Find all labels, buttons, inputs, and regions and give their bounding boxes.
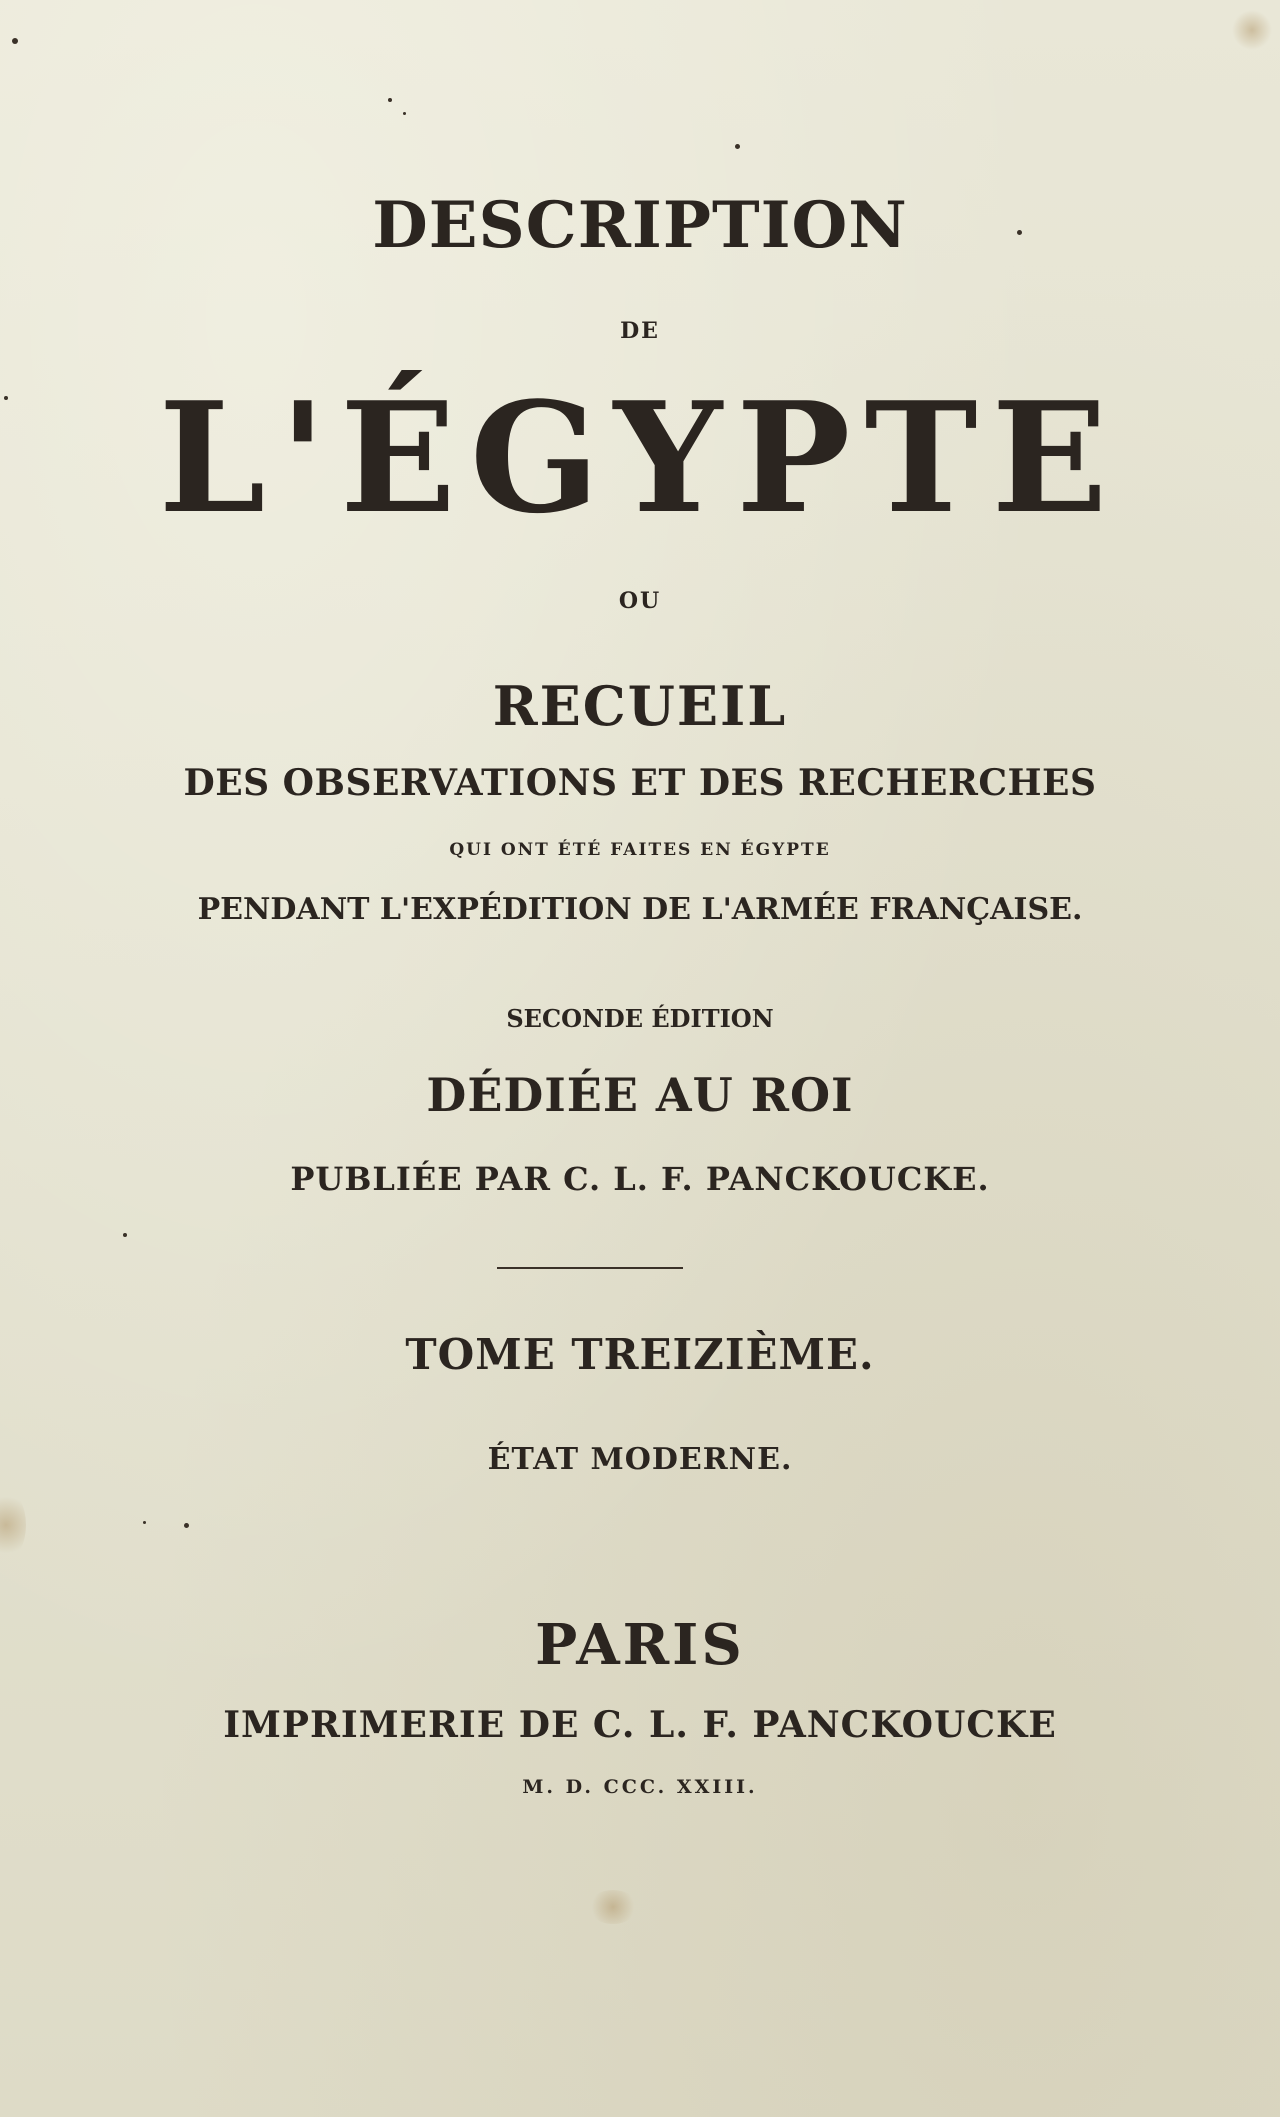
foxing-stain: [1232, 10, 1272, 50]
foxing-spot: [403, 112, 406, 115]
section-title: ÉTAT MODERNE.: [487, 1442, 793, 1477]
foxing-spot: [388, 98, 392, 102]
alternate-title: RECUEIL: [492, 674, 788, 738]
edge-stain: [0, 1490, 26, 1560]
title-connector-ou: OU: [618, 588, 662, 614]
publisher-statement: PUBLIÉE PAR C. L. F. PANCKOUCKE.: [290, 1160, 990, 1198]
subtitle-line-1: DES OBSERVATIONS ET DES RECHERCHES: [183, 762, 1097, 804]
book-subject: L'ÉGYPTE: [158, 368, 1122, 547]
imprint-printer: IMPRIMERIE DE C. L. F. PANCKOUCKE: [223, 1704, 1057, 1746]
foxing-spot: [143, 1521, 146, 1524]
foxing-stain: [588, 1890, 638, 1924]
foxing-spot: [184, 1523, 189, 1528]
imprint-date: M. D. CCC. XXIII.: [522, 1776, 758, 1798]
edition-statement: SECONDE ÉDITION: [506, 1004, 774, 1033]
divider-rule: [497, 1267, 683, 1269]
foxing-spot: [735, 144, 740, 149]
imprint-city: PARIS: [535, 1612, 745, 1678]
book-title: DESCRIPTION: [372, 188, 908, 263]
subtitle-line-3: PENDANT L'EXPÉDITION DE L'ARMÉE FRANÇAISE.: [197, 892, 1083, 927]
foxing-spot: [12, 38, 18, 44]
subtitle-line-2: QUI ONT ÉTÉ FAITES EN ÉGYPTE: [449, 840, 831, 860]
volume-number: TOME TREIZIÈME.: [405, 1330, 875, 1379]
dedication: DÉDIÉE AU ROI: [426, 1068, 854, 1122]
foxing-spot: [123, 1233, 127, 1237]
title-connector-de: DE: [620, 318, 660, 344]
